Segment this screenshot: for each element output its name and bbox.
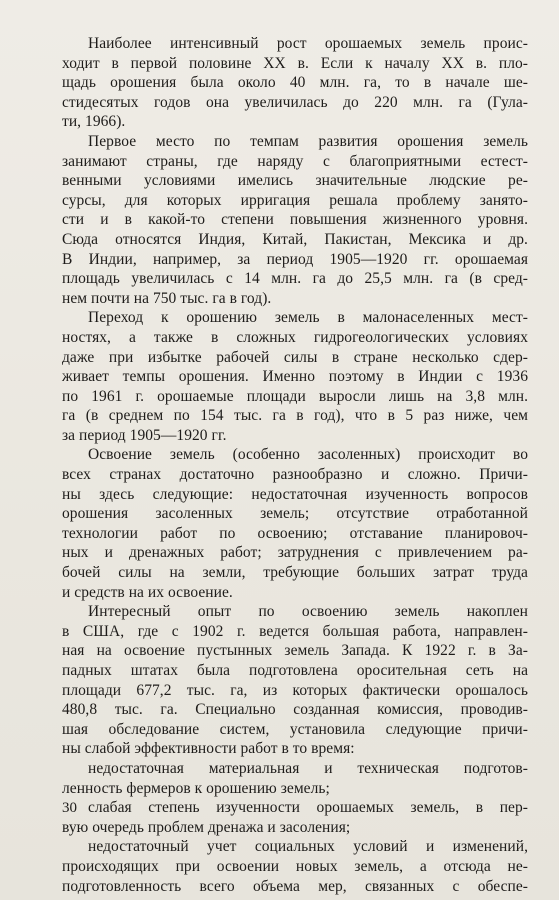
text-line: В Индии, например, за период 1905—1920 гг. орошаемая	[62, 250, 528, 268]
text-line: ленность фермеров к орошению земель;	[62, 779, 330, 797]
text-line: Наиболее интенсивный рост орошаемых земель проис-	[88, 35, 528, 52]
text-line: Сюда относятся Индия, Китай, Пакистан, Мексика и др.	[62, 230, 528, 248]
text-line: 480,8 тыс. га. Специально созданная комиссия, проводив-	[62, 701, 528, 719]
text-line: Первое место по темпам развития орошения земель	[88, 132, 528, 150]
paragraph	[62, 798, 528, 837]
text-line: даже при избытке рабочей силы в стране несколько сдер-	[62, 348, 528, 366]
text-line: недостаточная материальная и техническая подготов-	[88, 759, 528, 777]
page-number: 30	[62, 800, 77, 816]
paragraph	[62, 837, 528, 896]
text-line: ная на освоение пустынных земель Запада. К 1922 г. в За-	[62, 642, 528, 660]
text-line: Переход к орошению земель в малонаселенных мест-	[88, 309, 528, 327]
text-line: Интересный опыт по освоению земель накоплен	[88, 603, 528, 621]
paragraph	[62, 759, 528, 798]
text-line: щадь орошения была около 40 млн. га, то в начале ше-	[62, 74, 528, 92]
text-line: орошения засоленных земель; отсутствие отработанной	[62, 505, 528, 523]
text-line: ных и дренажных работ; затруднения с привлечением ра-	[62, 544, 528, 562]
text-line: шая обследование систем, установила следующие причи-	[62, 720, 528, 738]
text-line: слабая степень изученности орошаемых земель, в пер-	[88, 799, 528, 817]
text-line: площади 677,2 тыс. га, из которых фактически орошалось	[62, 681, 528, 699]
paragraph	[62, 308, 528, 445]
text-line: бочей силы на земли, требующие больших затрат труда	[62, 564, 528, 582]
text-line: га (в среднем по 154 тыс. га в год), что в 5 раз ниже, чем	[62, 407, 528, 425]
text-line: технологии работ по освоению; отставание планировоч-	[62, 524, 528, 542]
text-line: нем почти на 750 тыс. га в год).	[62, 289, 272, 307]
text-line: ходит в первой половине XX в. Если к началу XX в. пло-	[62, 54, 528, 72]
text-line: всех странах достаточно разнообразно и сложно. Причи-	[62, 466, 528, 484]
text-line: вую очередь проблем дренажа и засоления;	[62, 818, 351, 836]
text-line: площадь увеличилась с 14 млн. га до 25,5 млн. га (в сред-	[62, 270, 528, 288]
paragraph	[62, 445, 528, 602]
text-line: и средств на их освоение.	[62, 583, 233, 601]
text-line: ностях, а также в сложных гидрогеологических условиях	[62, 328, 528, 346]
text-line: ны слабой эффективности работ в то время:	[62, 740, 355, 758]
text-line: ти, 1966).	[62, 113, 126, 131]
body-text	[62, 34, 528, 896]
paragraph	[62, 132, 528, 308]
text-line: ны здесь следующие: недостаточная изученность вопросов	[62, 485, 528, 503]
paragraph	[62, 34, 528, 132]
text-line: Освоение земель (особенно засоленных) происходит во	[88, 446, 528, 464]
text-line: в США, где с 1902 г. ведется большая работа, направлен-	[62, 622, 528, 640]
text-line: сурсы, для которых ирригация решала проблему занято-	[62, 191, 528, 209]
text-line: за период 1905—1920 гг.	[62, 426, 227, 444]
text-line: сти и в какой-то степени повышения жизненного уровня.	[62, 211, 528, 229]
text-line: живает темпы орошения. Именно поэтому в Индии с 1936	[62, 368, 528, 386]
text-line: стидесятых годов она увеличилась до 220 млн. га (Гула-	[62, 93, 528, 111]
text-line: занимают страны, где наряду с благоприятными естест-	[62, 152, 528, 170]
text-line: венными условиями имелись значительные людские ре-	[62, 172, 528, 190]
text-line: происходящих при освоении новых земель, а отсюда не-	[62, 857, 528, 875]
text-line: падных штатах была подготовлена оросительная сеть на	[62, 662, 528, 679]
paragraph	[62, 602, 528, 759]
text-line: по 1961 г. орошаемые площади выросли лишь на 3,8 млн.	[62, 387, 528, 405]
text-line: подготовленность всего объема мер, связанных с обеспе-	[62, 877, 528, 895]
text-line: недостаточный учет социальных условий и изменений,	[88, 838, 528, 856]
